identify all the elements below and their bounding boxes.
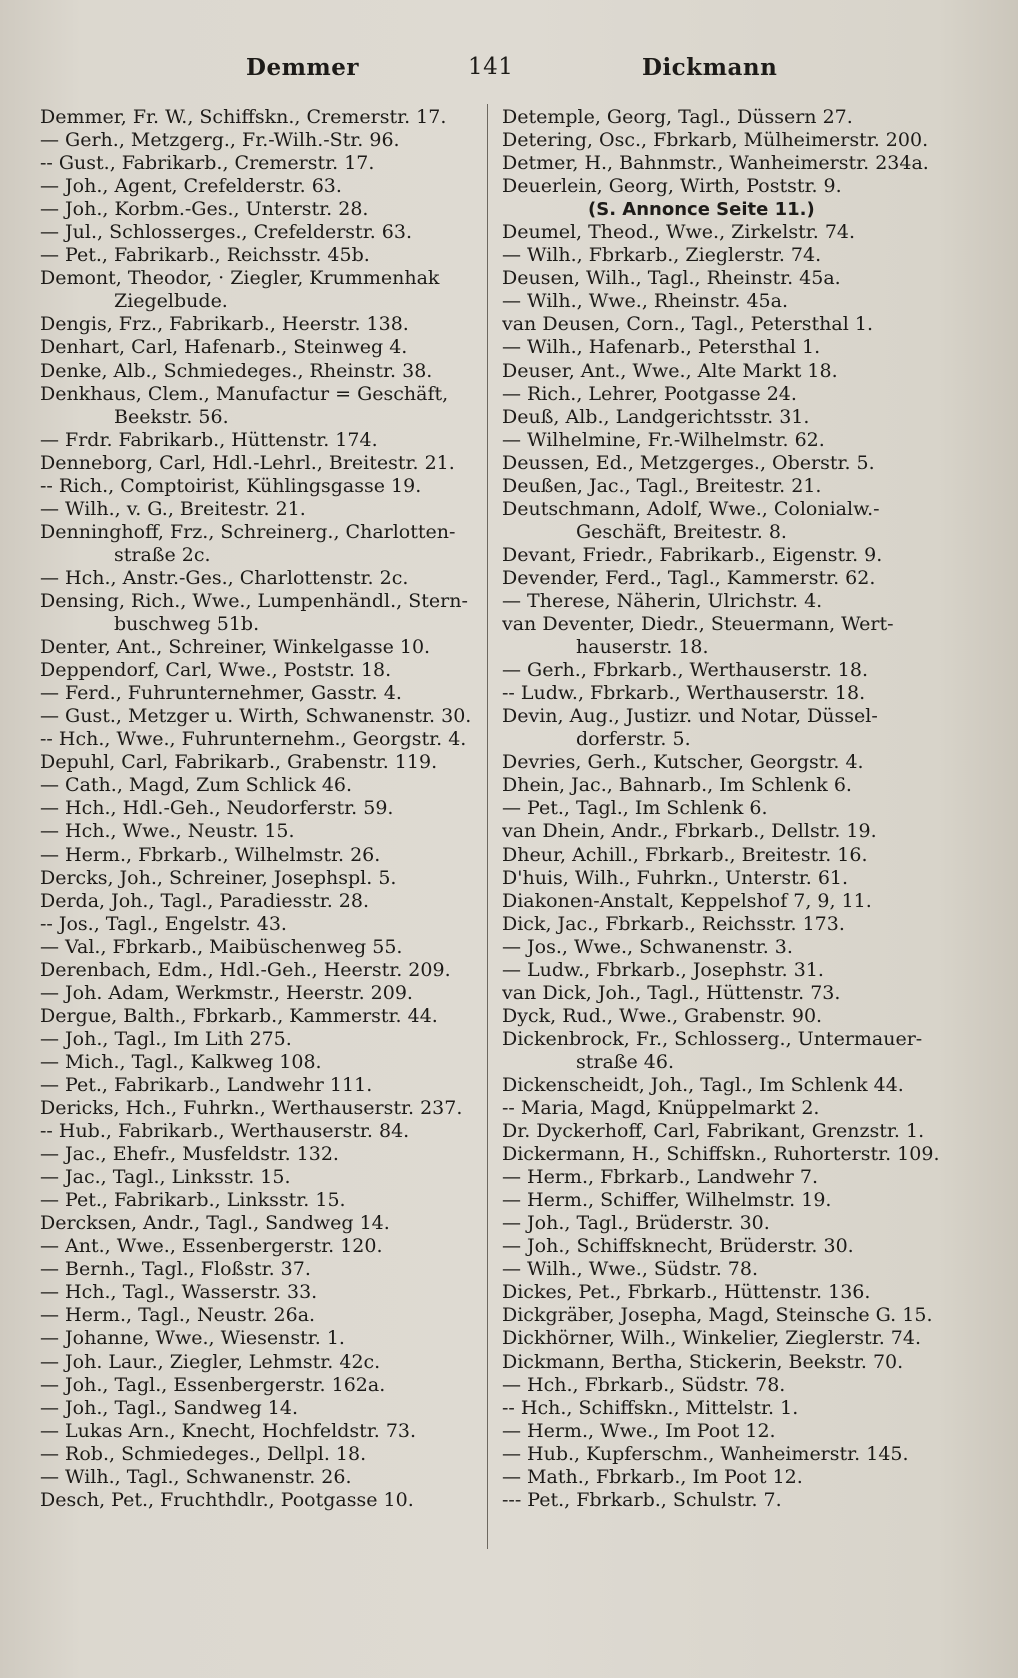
directory-entry: — Pet., Fabrikarb., Landwehr 111. <box>40 1073 373 1096</box>
directory-entry: Denter, Ant., Schreiner, Winkelgasse 10. <box>40 636 431 659</box>
directory-entry: — Math., Fbrkarb., Im Poot 12. <box>502 1465 803 1488</box>
directory-entry: Dheur, Achill., Fbrkarb., Breitestr. 16. <box>502 843 868 866</box>
directory-entry: Dr. Dyckerhoff, Carl, Fabrikant, Grenzstr. 1. <box>502 1120 925 1143</box>
directory-entry: Diakonen-Anstalt, Keppelshof 7, 9, 11. <box>502 889 872 912</box>
directory-entry: — Gerh., Metzgerg., Fr.-Wilh.-Str. 96. <box>40 129 400 152</box>
directory-entry: — Johanne, Wwe., Wiesenstr. 1. <box>40 1327 345 1350</box>
directory-entry: Devries, Gerh., Kutscher, Georgstr. 4. <box>502 751 864 774</box>
directory-entry: — Bernh., Tagl., Floßstr. 37. <box>40 1258 311 1281</box>
directory-entry: — Hch., Anstr.-Ges., Charlottenstr. 2c. <box>40 566 409 589</box>
directory-entry: Dickermann, H., Schiffskn., Ruhorterstr. 109. <box>502 1143 940 1166</box>
annonce-note: (S. Annonce Seite 11.) <box>588 199 815 221</box>
directory-entry: Deußen, Jac., Tagl., Breitestr. 21. <box>502 474 822 497</box>
directory-entry: Detemple, Georg, Tagl., Düssern 27. <box>502 106 853 128</box>
directory-entry: Deumel, Theod., Wwe., Zirkelstr. 74. <box>502 221 856 244</box>
directory-entry: Dickgräber, Josepha, Magd, Steinsche G. 15. <box>502 1304 933 1327</box>
directory-entry: Dickhörner, Wilh., Winkelier, Zieglerstr. 74. <box>502 1327 921 1350</box>
directory-entry: — Jul., Schlosserges., Crefelderstr. 63. <box>40 221 412 244</box>
directory-entry: — Herm., Tagl., Neustr. 26a. <box>40 1304 316 1327</box>
directory-entry: straße 46. <box>576 1050 674 1073</box>
directory-entry: van Deusen, Corn., Tagl., Petersthal 1. <box>502 313 873 336</box>
directory-entry: — Joh., Tagl., Im Lith 275. <box>40 1027 292 1050</box>
directory-entry: -- Ludw., Fbrkarb., Werthauserstr. 18. <box>502 682 866 705</box>
directory-entry: Deutschmann, Adolf, Wwe., Colonialw.- <box>502 497 880 520</box>
directory-entry: — Hub., Kupferschm., Wanheimerstr. 145. <box>502 1442 909 1465</box>
directory-entry: Deuß, Alb., Landgerichtsstr. 31. <box>502 405 810 428</box>
directory-entry: — Joh. Adam, Werkmstr., Heerstr. 209. <box>40 981 413 1004</box>
directory-entry: -- Rich., Comptoirist, Kühlingsgasse 19. <box>40 474 422 497</box>
directory-entry: — Herm., Schiffer, Wilhelmstr. 19. <box>502 1189 832 1212</box>
directory-entry: Devant, Friedr., Fabrikarb., Eigenstr. 9. <box>502 543 883 566</box>
directory-entry: — Cath., Magd, Zum Schlick 46. <box>40 774 353 797</box>
directory-entry: Denhart, Carl, Hafenarb., Steinweg 4. <box>40 336 408 359</box>
directory-entry: Dick, Jac., Fbrkarb., Reichsstr. 173. <box>502 912 845 935</box>
directory-entry: -- Hch., Wwe., Fuhrunternehm., Georgstr. 4. <box>40 728 467 751</box>
directory-entry: -- Gust., Fabrikarb., Cremerstr. 17. <box>40 152 375 175</box>
directory-entry: — Rich., Lehrer, Pootgasse 24. <box>502 382 797 405</box>
directory-entry: — Hch., Fbrkarb., Südstr. 78. <box>502 1373 786 1396</box>
directory-entry: — Pet., Tagl., Im Schlenk 6. <box>502 797 768 820</box>
directory-entry: D'huis, Wilh., Fuhrkn., Unterstr. 61. <box>502 866 849 889</box>
header-last-name: Dickmann <box>642 54 778 81</box>
directory-entry: Dercksen, Andr., Tagl., Sandweg 14. <box>40 1212 390 1235</box>
directory-entry: — Hch., Tagl., Wasserstr. 33. <box>40 1281 318 1304</box>
directory-entry: Dericks, Hch., Fuhrkn., Werthauserstr. 237. <box>40 1097 463 1120</box>
directory-entry: — Pet., Fabrikarb., Reichsstr. 45b. <box>40 244 370 267</box>
directory-entry: — Joh., Tagl., Brüderstr. 30. <box>502 1212 770 1235</box>
directory-entry: Deppendorf, Carl, Wwe., Poststr. 18. <box>40 659 392 682</box>
directory-entry: — Wilhelmine, Fr.-Wilhelmstr. 62. <box>502 428 825 451</box>
directory-entry: Derda, Joh., Tagl., Paradiesstr. 28. <box>40 889 370 912</box>
directory-entry: -- Hch., Schiffskn., Mittelstr. 1. <box>502 1396 799 1419</box>
directory-entry: van Dick, Joh., Tagl., Hüttenstr. 73. <box>502 981 841 1004</box>
directory-entry: Derenbach, Edm., Hdl.-Geh., Heerstr. 209. <box>40 958 451 981</box>
directory-entry: van Dhein, Andr., Fbrkarb., Dellstr. 19. <box>502 820 877 843</box>
directory-entry: — Rob., Schmiedeges., Dellpl. 18. <box>40 1442 367 1465</box>
directory-entry: Dyck, Rud., Wwe., Grabenstr. 90. <box>502 1004 823 1027</box>
directory-entry: Detering, Osc., Fbrkarb, Mülheimerstr. 200. <box>502 129 929 152</box>
directory-entry: Dickes, Pet., Fbrkarb., Hüttenstr. 136. <box>502 1281 871 1304</box>
directory-entry: — Jac., Tagl., Linksstr. 15. <box>40 1166 291 1189</box>
directory-entry: -- Hub., Fabrikarb., Werthauserstr. 84. <box>40 1120 410 1143</box>
directory-entry: — Joh., Agent, Crefelderstr. 63. <box>40 175 342 198</box>
directory-entry: Devender, Ferd., Tagl., Kammerstr. 62. <box>502 566 876 589</box>
directory-entry: Dengis, Frz., Fabrikarb., Heerstr. 138. <box>40 313 409 336</box>
directory-entry: Beekstr. 56. <box>114 405 229 428</box>
directory-entry: Densing, Rich., Wwe., Lumpenhändl., Stern- <box>40 589 468 612</box>
directory-entry: — Pet., Fabrikarb., Linksstr. 15. <box>40 1189 346 1212</box>
directory-entry: — Herm., Wwe., Im Poot 12. <box>502 1419 776 1442</box>
directory-entry: -- Maria, Magd, Knüppelmarkt 2. <box>502 1097 820 1120</box>
directory-entry: — Herm., Fbrkarb., Landwehr 7. <box>502 1166 819 1189</box>
directory-entry: — Wilh., v. G., Breitestr. 21. <box>40 497 306 520</box>
directory-entry: — Ferd., Fuhrunternehmer, Gasstr. 4. <box>40 682 402 705</box>
directory-entry: — Lukas Arn., Knecht, Hochfeldstr. 73. <box>40 1419 417 1442</box>
directory-entry: — Hch., Wwe., Neustr. 15. <box>40 820 295 843</box>
directory-entry: — Wilh., Wwe., Rheinstr. 45a. <box>502 290 789 313</box>
directory-entry: Denninghoff, Frz., Schreinerg., Charlotten- <box>40 520 456 543</box>
directory-entry: — Jos., Wwe., Schwanenstr. 3. <box>502 935 793 958</box>
directory-entry: dorferstr. 5. <box>576 728 691 751</box>
directory-entry: buschweg 51b. <box>114 613 260 636</box>
directory-entry: — Wilh., Fbrkarb., Zieglerstr. 74. <box>502 244 822 267</box>
directory-entry: -- Jos., Tagl., Engelstr. 43. <box>40 912 287 935</box>
left-column <box>40 106 495 1512</box>
directory-entry: van Deventer, Diedr., Steuermann, Wert- <box>502 613 894 636</box>
directory-entry: Dhein, Jac., Bahnarb., Im Schlenk 6. <box>502 774 852 797</box>
directory-entry: Denke, Alb., Schmiedeges., Rheinstr. 38. <box>40 359 433 382</box>
directory-entry: Dergue, Balth., Fbrkarb., Kammerstr. 44. <box>40 1004 438 1027</box>
directory-entry: — Joh., Tagl., Essenbergerstr. 162a. <box>40 1373 386 1396</box>
page-number: 141 <box>468 54 514 80</box>
directory-entry: — Jac., Ehefr., Musfeldstr. 132. <box>40 1143 339 1166</box>
directory-entry: — Gerh., Fbrkarb., Werthauserstr. 18. <box>502 659 869 682</box>
directory-entry: Desch, Pet., Fruchthdlr., Pootgasse 10. <box>40 1488 414 1511</box>
directory-entry: — Joh. Laur., Ziegler, Lehmstr. 42c. <box>40 1350 381 1373</box>
directory-entry: --- Pet., Fbrkarb., Schulstr. 7. <box>502 1488 782 1511</box>
directory-entry: Deuerlein, Georg, Wirth, Poststr. 9. <box>502 175 842 198</box>
directory-entry: — Mich., Tagl., Kalkweg 108. <box>40 1050 322 1073</box>
directory-entry: Dickenscheidt, Joh., Tagl., Im Schlenk 44. <box>502 1073 904 1096</box>
directory-entry: — Wilh., Hafenarb., Petersthal 1. <box>502 336 821 359</box>
directory-entry: Devin, Aug., Justizr. und Notar, Düssel- <box>502 705 878 728</box>
directory-entry: Deuser, Ant., Wwe., Alte Markt 18. <box>502 359 838 382</box>
directory-entry: Deussen, Ed., Metzgerges., Oberstr. 5. <box>502 451 875 474</box>
directory-entry: Deusen, Wilh., Tagl., Rheinstr. 45a. <box>502 267 841 290</box>
directory-entry: Denkhaus, Clem., Manufactur = Geschäft, <box>40 382 449 405</box>
directory-entry: — Herm., Fbrkarb., Wilhelmstr. 26. <box>40 843 381 866</box>
directory-entry: Detmer, H., Bahnmstr., Wanheimerstr. 234a. <box>502 152 929 175</box>
directory-entry: Geschäft, Breitestr. 8. <box>576 520 787 543</box>
directory-entry: Depuhl, Carl, Fabrikarb., Grabenstr. 119. <box>40 751 438 774</box>
directory-entry: — Wilh., Tagl., Schwanenstr. 26. <box>40 1465 352 1488</box>
directory-entry: Demont, Theodor, · Ziegler, Krummenhak <box>40 267 440 290</box>
header-first-name: Demmer <box>246 54 360 81</box>
directory-entry: straße 2c. <box>114 543 211 566</box>
right-column <box>502 106 980 1512</box>
directory-entry: — Val., Fbrkarb., Maibüschenweg 55. <box>40 935 403 958</box>
directory-entry: — Therese, Näherin, Ulrichstr. 4. <box>502 589 823 612</box>
directory-entry: hauserstr. 18. <box>576 636 709 659</box>
directory-entry: Denneborg, Carl, Hdl.-Lehrl., Breitestr. 21. <box>40 451 455 474</box>
directory-entry: — Joh., Korbm.-Ges., Unterstr. 28. <box>40 198 369 221</box>
directory-entry: — Gust., Metzger u. Wirth, Schwanenstr. 30. <box>40 705 472 728</box>
directory-entry: Demmer, Fr. W., Schiffskn., Cremerstr. 17. <box>40 106 447 128</box>
directory-entry: — Joh., Tagl., Sandweg 14. <box>40 1396 299 1419</box>
directory-entry: Dercks, Joh., Schreiner, Josephspl. 5. <box>40 866 397 889</box>
directory-entry: — Ant., Wwe., Essenbergerstr. 120. <box>40 1235 383 1258</box>
directory-entry: — Hch., Hdl.-Geh., Neudorferstr. 59. <box>40 797 394 820</box>
directory-entry: — Ludw., Fbrkarb., Josephstr. 31. <box>502 958 824 981</box>
directory-entry: — Joh., Schiffsknecht, Brüderstr. 30. <box>502 1235 854 1258</box>
directory-entry: Dickenbrock, Fr., Schlosserg., Untermauer- <box>502 1027 923 1050</box>
directory-entry: Dickmann, Bertha, Stickerin, Beekstr. 70. <box>502 1350 904 1373</box>
directory-entry: — Wilh., Wwe., Südstr. 78. <box>502 1258 758 1281</box>
directory-entry: — Frdr. Fabrikarb., Hüttenstr. 174. <box>40 428 378 451</box>
directory-entry: Ziegelbude. <box>114 290 228 313</box>
page-header <box>0 54 1018 94</box>
